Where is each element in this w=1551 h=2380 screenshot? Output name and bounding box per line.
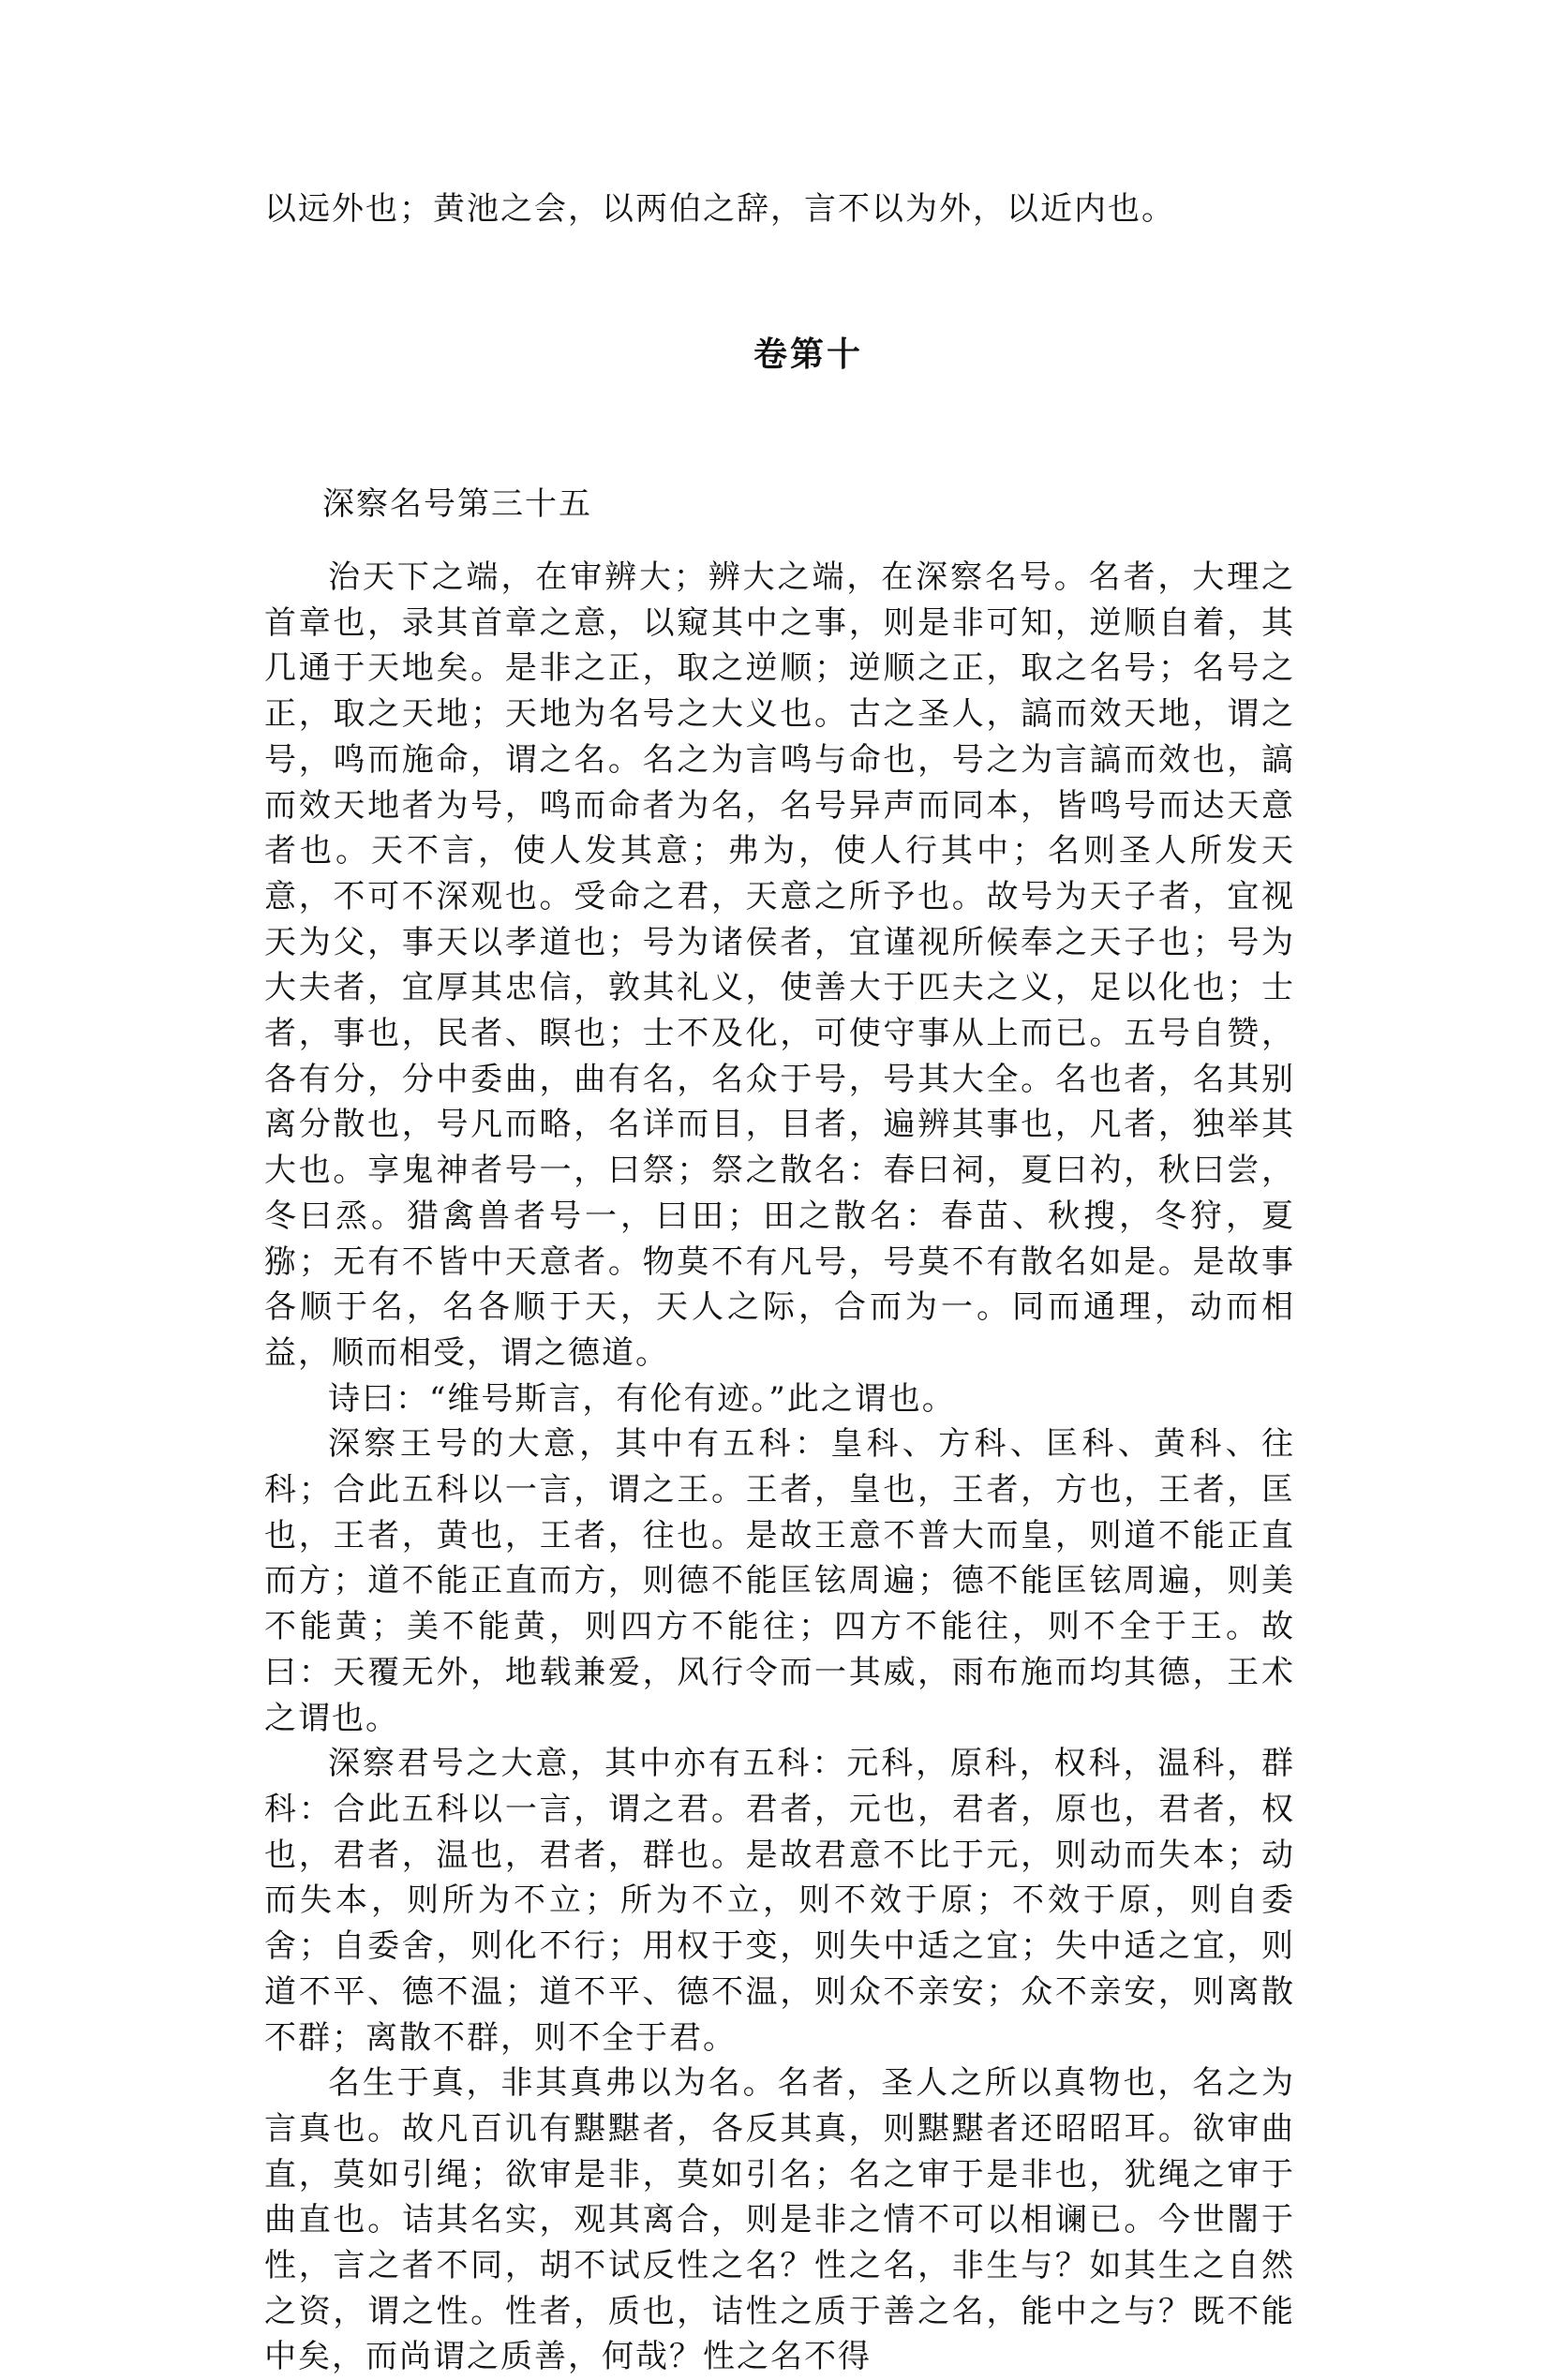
paragraph: 诗曰：“维号斯言，有伦有迹。”此之谓也。 (328, 1379, 956, 1418)
body-text (264, 555, 1295, 2380)
volume-title: 卷第十 (753, 335, 863, 374)
paragraph: 深察君号之大意，其中亦有五科：元科，原科，权科，温科，群科：合此五科以一言，谓之君。君者，元也，君者，原也，君者，权也，君者，温也，君者，群也。是故君意不比于元，则动而失本；动而失本，则所为不立；所为不立，则不效于原；不效于原，则自委舍；自委舍，则化不行；用权于变，则失中适之宜；失中适之宜，则道不平、德不温；道不平、德不温，则众不亲安；众不亲安，则离散不群；离散不群，则不全于君。 (264, 1745, 1295, 2057)
paragraph: 深察王号的大意，其中有五科：皇科、方科、匡科、黄科、往科；合此五科以一言，谓之王。王者，皇也，王者，方也，王者，匡也，王者，黄也，王者，往也。是故王意不普大而皇，则道不能正直而方；道不能正直而方，则德不能匡铉周遍；德不能匡铉周遍，则美不能黄；美不能黄，则四方不能往；四方不能往，则不全于王。故曰：天覆无外，地载兼爱，风行令而一其威，雨布施而均其德，王术之谓也。 (264, 1425, 1295, 1737)
continuation-line: 以远外也；黄池之会，以两伯之辞，言不以为外，以近内也。 (264, 190, 1175, 228)
chapter-title: 深察名号第三十五 (322, 485, 592, 523)
paragraph: 名生于真，非其真弗以为名。名者，圣人之所以真物也，名之为言真也。故凡百讥有黮黮者，各反其真，则黮黮者还昭昭耳。欲审曲直，莫如引绳；欲审是非，莫如引名；名之审于是非也，犹绳之审于曲直也。诘其名实，观其离合，则是非之情不可以相谰已。今世闇于性，言之者不同，胡不试反性之名？性之名，非生与？如其生之自然之资，谓之性。性者，质也，诘性之质于善之名，能中之与？既不能中矣，而尚谓之质善，何哉？性之名不得 (264, 2064, 1295, 2376)
paragraph: 治天下之端，在审辨大；辨大之端，在深察名号。名者，大理之首章也，录其首章之意，以窥其中之事，则是非可知，逆顺自着，其几通于天地矣。是非之正，取之逆顺；逆顺之正，取之名号；名号之正，取之天地；天地为名号之大义也。古之圣人，謞而效天地，谓之号，鸣而施命，谓之名。名之为言鸣与命也，号之为言謞而效也，謞而效天地者为号，鸣而命者为名，名号异声而同本，皆鸣号而达天意者也。天不言，使人发其意；弗为，使人行其中；名则圣人所发天意，不可不深观也。受命之君，天意之所予也。故号为天子者，宜视天为父，事天以孝道也；号为诸侯者，宜谨视所候奉之天子也；号为大夫者，宜厚其忠信，敦其礼义，使善大于匹夫之义，足以化也；士者，事也，民者、瞑也；士不及化，可使守事从上而已。五号自赞，各有分，分中委曲，曲有名，名众于号，号其大全。名也者，名其别离分散也，号凡而略，名详而目，目者，遍辨其事也，凡者，独举其大也。享鬼神者号一，曰祭；祭之散名：春曰祠，夏曰礿，秋曰尝，冬曰烝。猎禽兽者号一，曰田；田之散名：春苗、秋搜，冬狩，夏猕；无有不皆中天意者。物莫不有凡号，号莫不有散名如是。是故事各顺于名，名各顺于天，天人之际，合而为一。同而通理，动而相益，顺而相受，谓之德道。 (264, 558, 1295, 1372)
